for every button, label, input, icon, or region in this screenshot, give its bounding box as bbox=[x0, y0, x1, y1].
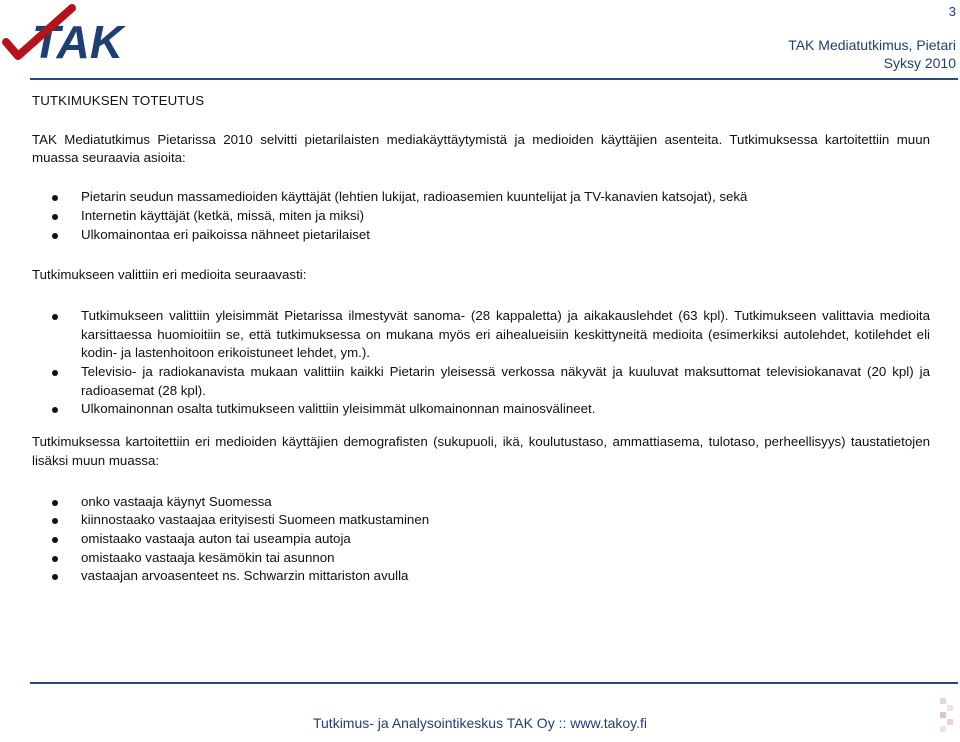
demographics-intro: Tutkimuksessa kartoitettiin eri medioiden käyttäjien demografisten (sukupuoli, ikä, koulutustaso, ammattiasema, tulotaso, perheellisyys) taustatietojen lisäksi muun muassa: bbox=[32, 434, 930, 468]
list-item: omistaako vastaaja auton tai useampia autoja bbox=[32, 530, 930, 549]
header-divider bbox=[30, 78, 958, 80]
list-item: onko vastaaja käynyt Suomessa bbox=[32, 493, 930, 512]
list-item: Televisio- ja radiokanavista mukaan valittiin kaikki Pietarin yleisessä verkossa näkyvät ja kuuluvat maksuttomat televisiokanavat (20 kpl) ja radioasemat (28 kpl). bbox=[32, 363, 930, 400]
section-body bbox=[32, 92, 930, 586]
list-item: Tutkimukseen valittiin yleisimmät Pietarissa ilmestyvät sanoma- (28 kappaletta) ja aikakauslehdet (63 kpl). Tutkimukseen valittavia medioita karsittaessa huomioitiin se, että tutkimuksessa on mukana myös eri aihealueisiin keskittyneitä medioita (esimerkiksi autolehdet, kotilehdet eli kodin- ja lastenhoitoon erikoistuneet lehdet, ym.). bbox=[32, 307, 930, 363]
page-number: 3 bbox=[948, 4, 956, 19]
list-item: vastaajan arvoasenteet ns. Schwarzin mittariston avulla bbox=[32, 567, 930, 586]
footer-divider bbox=[30, 682, 958, 684]
media-list bbox=[32, 307, 930, 419]
list-item: Internetin käyttäjät (ketkä, missä, miten ja miksi) bbox=[32, 207, 930, 226]
media-intro: Tutkimukseen valittiin eri medioita seuraavasti: bbox=[32, 267, 307, 283]
footer-text: Tutkimus- ja Analysointikeskus TAK Oy :: www.takoy.fi bbox=[312, 715, 648, 731]
header-org: TAK Mediatutkimus, Pietari bbox=[788, 37, 956, 53]
tak-logo bbox=[2, 2, 144, 66]
list-item: Ulkomainontaa eri paikoissa nähneet pietarilaiset bbox=[32, 226, 930, 245]
intro-list bbox=[32, 188, 930, 244]
intro-paragraph: TAK Mediatutkimus Pietarissa 2010 selvitti pietarilaisten mediakäyttäytymistä ja medioiden käyttäjien asenteita. Tutkimuksessa kartoitettiin muun muassa seuraavia asioita: bbox=[32, 131, 930, 166]
demographics-list bbox=[32, 493, 930, 587]
list-item: omistaako vastaaja kesämökin tai asunnon bbox=[32, 549, 930, 568]
svg-text:TAK: TAK bbox=[32, 16, 124, 66]
list-item: Pietarin seudun massamedioiden käyttäjät (lehtien lukijat, radioasemien kuuntelijat ja TV-kanavien katsojat), sekä bbox=[32, 188, 930, 207]
corner-decoration bbox=[940, 698, 954, 738]
header-info bbox=[788, 36, 956, 72]
list-item: Ulkomainonnan osalta tutkimukseen valittiin yleisimmät ulkomainonnan mainosvälineet. bbox=[32, 400, 930, 419]
section-heading: TUTKIMUKSEN TOTEUTUS bbox=[32, 93, 205, 108]
list-item: kiinnostaako vastaajaa erityisesti Suomeen matkustaminen bbox=[32, 511, 930, 530]
header-date: Syksy 2010 bbox=[883, 55, 956, 71]
